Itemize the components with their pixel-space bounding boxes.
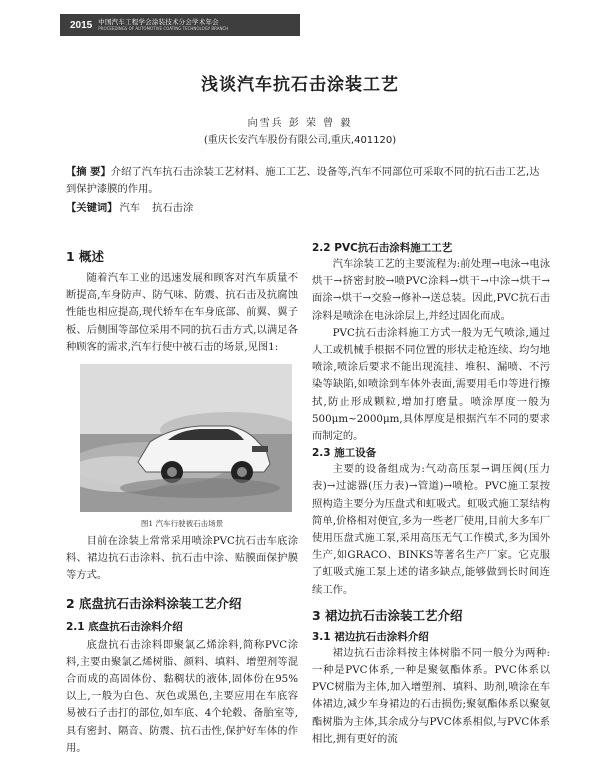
paragraph: 主要的设备组成为:气动高压泵→调压阀(压力表)→过滤器(压力表)→管道)→喷枪。PVC施工泵按照构造主要分为压盘式和虹吸式。虹吸式施工泵结构简单,价格相对便宜,多为一些老厂使用,目前大多车厂使用压盘式施工泵,采用高压无气工作模式,多为国外生产,如GRACO、BINKS等著名生产厂家。它克服了虹吸式施工泵上述的诸多缺点,能够做到长时间连续工作。: [312, 463, 550, 596]
section-heading-3: 3 裙边抗石击涂装工艺介绍: [312, 607, 463, 623]
keywords-label: 【关键词】: [66, 202, 118, 214]
banner-text: [98, 19, 228, 31]
abstract-block: [66, 164, 544, 217]
right-column: [312, 240, 550, 748]
banner-year: 2015: [70, 19, 93, 31]
proceedings-banner: [60, 14, 300, 36]
banner-title: 中国汽车工程学会涂装技术分会学术年会: [98, 18, 219, 27]
paragraph: 随着汽车工业的迅速发展和顾客对汽车质量不断提高,车身防声、防气味、防震、抗石击及抗腐蚀性能也相应提高,现代轿车在车身底部、前翼、翼子板、后侧围等部位采用不同的抗石击方式,以满足各种顾客的需求,汽车行使中被石击的场景,见图1:: [66, 272, 298, 353]
paper-title: 浅谈汽车抗石击涂装工艺: [201, 75, 399, 95]
paragraph: PVC抗石击涂料施工方式一般为无气喷涂,通过人工或机械手根据不同位置的形状走枪连续、均匀地喷涂,喷涂后要求不能出现流挂、堆积、漏喷、不污染等缺陷,如喷涂到车体外表面,需要用毛巾等进行擦拭,防止形成颗粒,增加打磨量。喷涂厚度一般为500μm~2000μm,具体厚度是根据汽车不同的要求而制定的。: [312, 326, 550, 443]
figure-caption: 图1 汽车行驶被石击场景: [140, 519, 224, 529]
paragraph: 裙边抗石击涂料按主体树脂不同一般分为两种:一种是PVC体系,一种是聚氨酯体系。PVC体系以PVC树脂为主体,加入增塑剂、填料、助剂,喷涂在车体裙边,减少车身裙边的石击损伤;聚氨酯体系以聚氨酯树脂为主体,其余成分与PVC体系相似,与PVC体系相比,拥有更好的流: [312, 646, 550, 745]
subsection-heading-2-1: 2.1 底盘抗石击涂料介绍: [66, 620, 183, 633]
paper-affiliation: (重庆长安汽车股份有限公司,重庆,401120): [203, 135, 397, 146]
abstract-text: 介绍了汽车抗石击涂装工艺材料、施工工艺、设备等,汽车不同部位可采取不同的抗石击工艺,达到保护漆膜的作用。: [66, 166, 540, 195]
section-heading-1: 1 概述: [66, 249, 105, 264]
left-column: [66, 240, 298, 757]
subsection-heading-2-3: 2.3 施工设备: [312, 447, 377, 460]
abstract-label: 【摘 要】: [66, 166, 111, 178]
figure-car-stone-chip: [80, 364, 292, 512]
paragraph: 目前在涂装上常常采用喷涂PVC抗石击车底涂料、裙边抗石击涂料、抗石击中涂、贴膜面保护膜等方式。: [66, 535, 298, 582]
subsection-heading-3-1: 3.1 裙边抗石击涂料介绍: [312, 630, 429, 643]
section-heading-2: 2 底盘抗石击涂料涂装工艺介绍: [66, 595, 242, 611]
paper-authors: 向雪兵 彭 荣 曾 毅: [247, 118, 353, 129]
keyword: 抗石击涂: [152, 202, 194, 214]
paragraph: 汽车涂装工艺的主要流程为:前处理→电泳→电泳烘干→挤密封胶→喷PVC涂料→烘干→中涂→烘干→面涂→烘干→交验→修补→送总装。因此,PVC抗石击涂料是喷涂在电泳涂层上,并经过固化而成。: [312, 258, 550, 322]
car-photo-illustration: [80, 364, 292, 512]
subsection-heading-2-2: 2.2 PVC抗石击涂料施工工艺: [312, 242, 453, 254]
abstract: [66, 164, 544, 198]
banner-subtitle: PROCEEDINGS OF AUTOMOTIVE COATING TECHNOLOGY BRANCH: [98, 25, 229, 31]
paragraph: 底盘抗石击涂料即聚氯乙烯涂料,简称PVC涂料,主要由聚氯乙烯树脂、颜料、填料、增塑剂等混合而成的高固体份、黏稠状的液体,固体份在95%以上,一般为白色、灰色或黑色,主要应用在车底容易被石子击打的部位,如车底、4个轮毂、备胎室等,具有密封、隔音、防震、抗石击性,保护好车体的作用。: [66, 638, 298, 754]
keywords: [66, 200, 544, 217]
keyword: 汽车: [119, 202, 141, 214]
